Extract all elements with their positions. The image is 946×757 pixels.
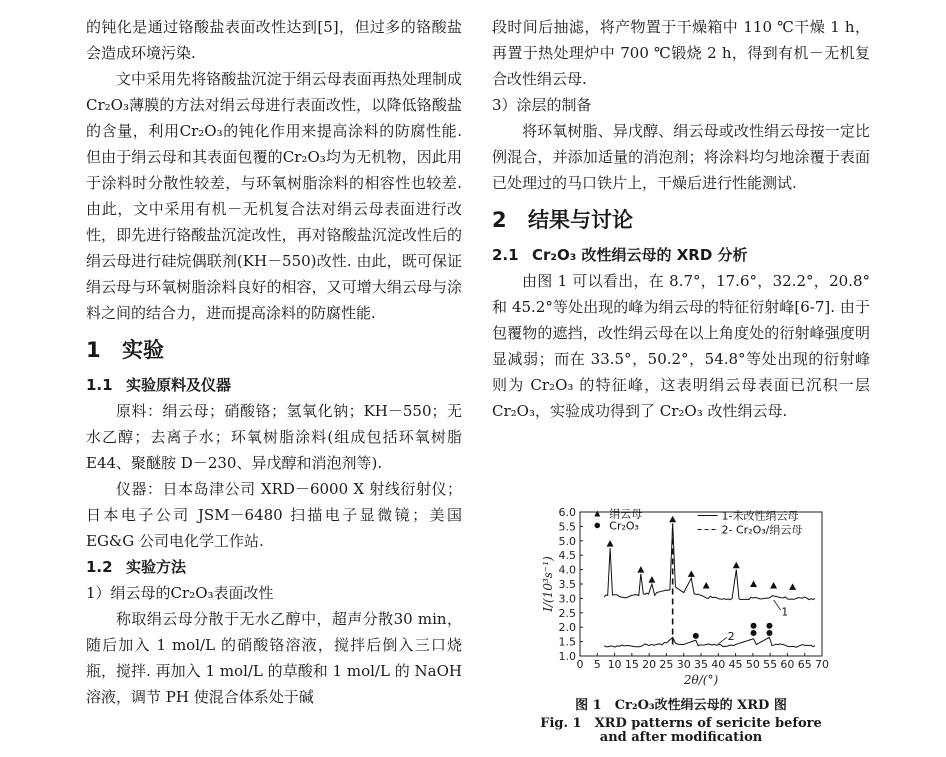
section-number: 2	[492, 208, 507, 232]
x-tick-label: 25	[659, 658, 674, 671]
x-tick-label: 10	[607, 658, 622, 671]
y-tick-label: 1.0	[558, 650, 576, 663]
y-tick-label: 2.5	[558, 606, 576, 620]
paragraph: 仪器：日本岛津公司 XRD－6000 X 射线衍射仪；日本电子公司 JSM－6480 扫描电子显微镜；美国 EG&G 公司电化学工作站.	[86, 480, 462, 550]
x-tick-label: 0	[576, 658, 584, 671]
sericite-peak-marker	[637, 566, 644, 573]
legend-label: 2- Cr₂O₃/绢云母	[721, 523, 803, 537]
curve-label: 1	[781, 605, 789, 619]
left-column	[86, 14, 462, 710]
right-column	[492, 14, 870, 424]
legend-label: 绢云母	[609, 507, 643, 521]
curve-label-pointer	[774, 600, 781, 610]
paragraph: 段时间后抽滤，将产物置于干燥箱中 110 ℃干燥 1 h，再置于热处理炉中 700 ℃锻烧 2 h，得到有机－无机复合改性绢云母.	[492, 18, 870, 88]
sericite-peak-marker	[648, 576, 655, 583]
y-tick-label: 2.0	[558, 621, 576, 635]
x-tick-label: 20	[642, 658, 657, 671]
sericite-peak-marker	[770, 582, 777, 589]
sericite-peak-marker	[789, 583, 796, 590]
section-title: 实验	[122, 338, 164, 362]
subsection-number: 1.2	[86, 558, 113, 576]
figure-caption-en-1: Fig. 1 XRD patterns of sericite before	[540, 716, 822, 731]
curve-label-pointer	[718, 637, 727, 644]
paragraph: 称取绢云母分散于无水乙醇中，超声分散30 min，随后加入 1 mol/L 的硝酸铬溶液，搅拌后倒入三口烧瓶，搅拌. 再加入 1 mol/L 的草酸和 1 mol/L 的 NaOH 溶液，调节 PH 使混合体系处于碱	[86, 610, 462, 706]
x-tick-label: 5	[593, 658, 601, 671]
y-axis-label: I/(10³s⁻¹)	[541, 556, 555, 612]
paragraph: 文中采用先将铬酸盐沉淀于绢云母表面再热处理制成Cr₂O₃薄膜的方法对绢云母进行表面改性，以降低铬酸盐的含量，利用Cr₂O₃的钝化作用来提高涂料的防腐性能. 但由于绢云母和其表面包覆的Cr₂O₃均为无机物，因此用于涂料时分散性较差，与环氧树脂涂料的相容性也较差. 由此，文中采用有机－无机复合法对绢云母表面进行改性，即先进行铬酸盐沉淀改性，再对铬酸盐沉淀改性后的绢云母进行硅烷偶联剂(KH－550)改性. 由此，既可保证绢云母与环氧树脂涂料良好的相容，又可增大绢云母与涂料之间的结合力，进而提高涂料的防腐性能.	[86, 70, 462, 322]
section-title: 结果与讨论	[528, 208, 633, 232]
x-tick-label: 55	[763, 658, 778, 671]
y-tick-label: 5.0	[558, 534, 576, 548]
section-number: 1	[86, 338, 101, 362]
cr2o3-peak-marker	[751, 630, 757, 636]
subsection-number: 1.1	[86, 376, 113, 394]
x-tick-label: 35	[694, 658, 708, 671]
y-tick-label: 3.0	[558, 592, 576, 606]
list-item: 3）涂层的制备	[492, 96, 592, 114]
x-tick-label: 40	[711, 658, 726, 671]
paragraph: 将环氧树脂、异戊醇、绢云母或改性绢云母按一定比例混合，并添加适量的消泡剂；将涂料均匀地涂覆于表面已处理过的马口铁片上，干燥后进行性能测试.	[492, 122, 870, 192]
figure-1	[492, 500, 870, 750]
cr2o3-peak-marker	[693, 633, 699, 639]
y-tick-label: 6.0	[558, 506, 576, 519]
y-tick-label: 4.5	[558, 549, 576, 563]
series-line-2	[604, 637, 815, 647]
subsection-title: Cr₂O₃ 改性绢云母的 XRD 分析	[532, 246, 748, 264]
legend-triangle-icon	[594, 510, 600, 516]
cr2o3-peak-marker	[751, 623, 757, 629]
subsection-title: 实验方法	[126, 558, 187, 576]
y-tick-label: 5.5	[558, 520, 576, 534]
cr2o3-peak-marker	[766, 623, 772, 629]
figure-caption-en-2: and after modification	[599, 730, 763, 745]
x-tick-label: 70	[815, 658, 829, 671]
cr2o3-peak-marker	[766, 630, 772, 636]
list-item: 1）绢云母的Cr₂O₃表面改性	[86, 584, 274, 602]
xrd-chart	[492, 500, 870, 690]
subsection-heading	[492, 242, 870, 268]
section-heading	[492, 202, 870, 238]
curve-label: 2	[727, 629, 735, 643]
x-tick-label: 65	[797, 658, 812, 671]
paragraph: 的钝化是通过铬酸盐表面改性达到[5]，但过多的铬酸盐会造成环境污染.	[86, 18, 462, 62]
sericite-peak-marker	[750, 581, 757, 588]
paragraph: 由图 1 可以看出，在 8.7°，17.6°，32.2°，20.8°和 45.2°等处出现的峰为绢云母的特征衍射峰[6-7]. 由于包覆物的遮挡，改性绢云母在以上角度处的衍射峰强度明显减弱；而在 33.5°，50.2°，54.8°等处出现的衍射峰则为 Cr₂O₃ 的特征峰，这表明绢云母表面已沉积一层 Cr₂O₃，实验成功得到了 Cr₂O₃ 改性绢云母.	[492, 272, 870, 420]
x-tick-label: 30	[676, 658, 691, 671]
x-axis-label: 2θ/(°)	[683, 673, 719, 687]
subsection-heading	[86, 372, 462, 398]
y-tick-label: 4.0	[558, 563, 576, 577]
sericite-peak-marker	[669, 516, 676, 523]
figure-caption-cn: 图 1 Cr₂O₃改性绢云母的 XRD 图	[575, 698, 787, 713]
legend-circle-icon	[594, 523, 600, 529]
x-tick-label: 50	[745, 658, 760, 671]
paragraph: 原料：绢云母；硝酸铬；氢氧化钠；KH－550；无水乙醇；去离子水；环氧树脂涂料(组成包括环氧树脂 E44、聚醚胺 D－230、异戊醇和消泡剂等).	[86, 402, 462, 472]
x-tick-label: 15	[624, 658, 639, 671]
sericite-peak-marker	[607, 540, 614, 547]
subsection-title: 实验原料及仪器	[126, 376, 232, 394]
x-tick-label: 60	[780, 658, 795, 671]
sericite-peak-marker	[688, 570, 695, 577]
section-heading	[86, 332, 462, 368]
subsection-number: 2.1	[492, 246, 519, 264]
y-tick-label: 1.5	[558, 635, 576, 649]
subsection-heading	[86, 554, 462, 580]
legend-label: 1-未改性绢云母	[721, 509, 799, 523]
legend-label: Cr₂O₃	[609, 519, 639, 533]
x-tick-label: 45	[728, 658, 743, 671]
sericite-peak-marker	[703, 582, 710, 589]
y-tick-label: 3.5	[558, 578, 576, 591]
sericite-peak-marker	[733, 562, 740, 569]
